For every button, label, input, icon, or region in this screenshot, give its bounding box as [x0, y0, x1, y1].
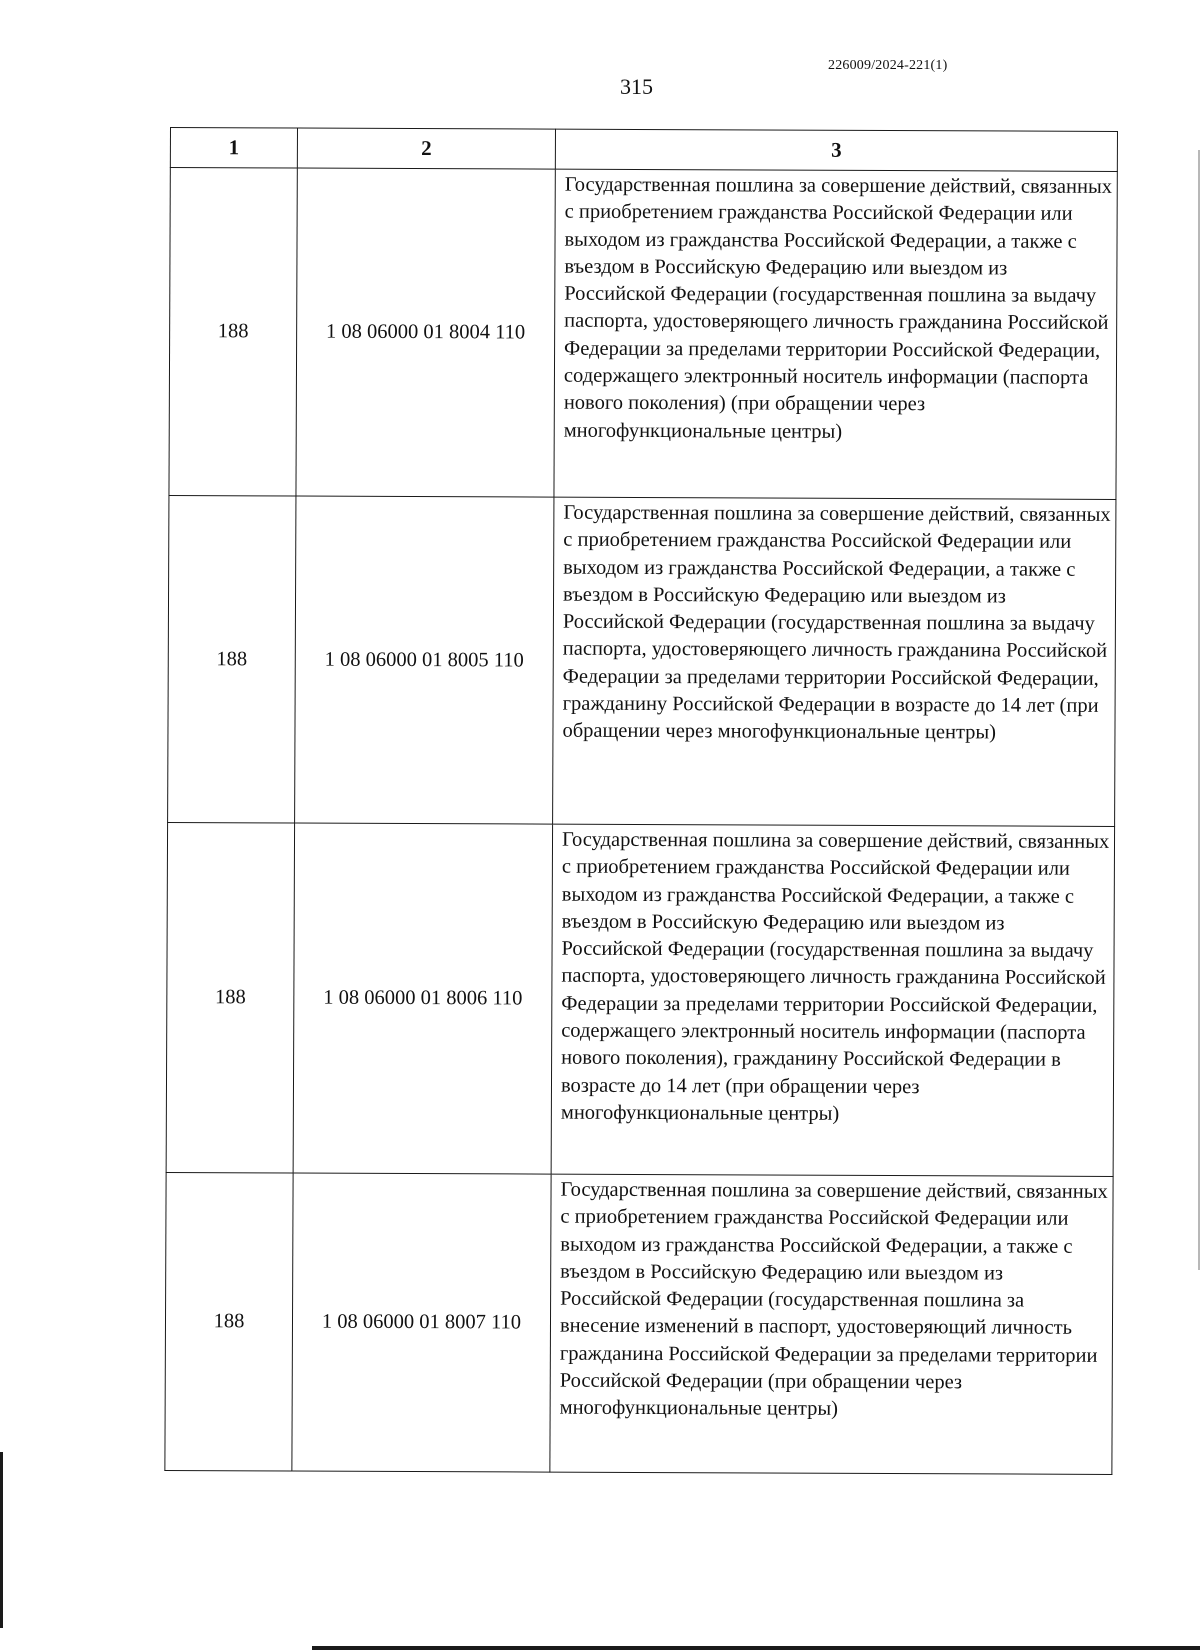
column-header-3: 3: [555, 129, 1117, 171]
description-cell: Государственная пошлина за совершение действий, связанных с приобретением гражданства Российской Федерации или выходом из гражданства Российской Федерации, а также с въездом в Российскую Федерацию или выездом из Российской Федерации (государственная пошлина за выдачу паспорта, удостоверяющего личность гражданина Российской Федерации за пределами территории Российской Федерации, содержащего электронный носитель информации (паспорта нового поколения) (при обращении через многофункциональные центры): [554, 169, 1117, 499]
description-cell: Государственная пошлина за совершение действий, связанных с приобретением гражданства Российской Федерации или выходом из гражданства Российской Федерации, а также с въездом в Российскую Федерацию или выездом из Российской Федерации (государственная пошлина за внесение изменений в паспорт, удостоверяющий личность гражданина Российской Федерации за пределами территории Российской Федерации (при обращении через многофункциональные центры): [550, 1174, 1113, 1474]
budget-code-cell: 1 08 06000 01 8005 110: [295, 496, 554, 824]
admin-code-cell: 188: [166, 822, 294, 1173]
table-body: [165, 168, 1117, 1475]
budget-code-cell: 1 08 06000 01 8007 110: [292, 1173, 551, 1472]
scan-bottom-rule: [312, 1646, 1200, 1650]
admin-code-cell: 188: [165, 1172, 293, 1471]
description-cell: Государственная пошлина за совершение действий, связанных с приобретением гражданства Российской Федерации или выходом из гражданства Российской Федерации, а также с въездом в Российскую Федерацию или выездом из Российской Федерации (государственная пошлина за выдачу паспорта, удостоверяющего личность гражданина Российской Федерации за пределами территории Российской Федерации, гражданину Российской Федерации в возрасте до 14 лет (при обращении через многофункциональные центры): [553, 497, 1116, 826]
header-row: [170, 128, 1117, 172]
table-row: [166, 822, 1114, 1176]
budget-code-cell: 1 08 06000 01 8006 110: [293, 823, 552, 1174]
document-number: 226009/2024-221(1): [828, 58, 948, 73]
admin-code-cell: 188: [168, 495, 296, 823]
column-header-2: 2: [297, 128, 555, 169]
scan-margin-mark: [0, 1452, 3, 1628]
page-number: 315: [620, 74, 653, 99]
budget-code-cell: 1 08 06000 01 8004 110: [296, 168, 555, 497]
table-row: [168, 495, 1116, 826]
admin-code-cell: 188: [169, 168, 297, 497]
fee-table-container: [164, 127, 1117, 1475]
table-row: [169, 168, 1117, 500]
column-header-1: 1: [170, 128, 297, 169]
table-header: [170, 128, 1117, 172]
table-row: [165, 1172, 1113, 1474]
description-cell: Государственная пошлина за совершение действий, связанных с приобретением гражданства Российской Федерации или выходом из гражданства Российской Федерации, а также с въездом в Российскую Федерацию или выездом из Российской Федерации (государственная пошлина за выдачу паспорта, удостоверяющего личность гражданина Российской Федерации за пределами территории Российской Федерации, содержащего электронный носитель информации (паспорта нового поколения), гражданину Российской Федерации в возрасте до 14 лет (при обращении через многофункциональные центры): [551, 824, 1114, 1176]
fee-table: [164, 127, 1118, 1475]
